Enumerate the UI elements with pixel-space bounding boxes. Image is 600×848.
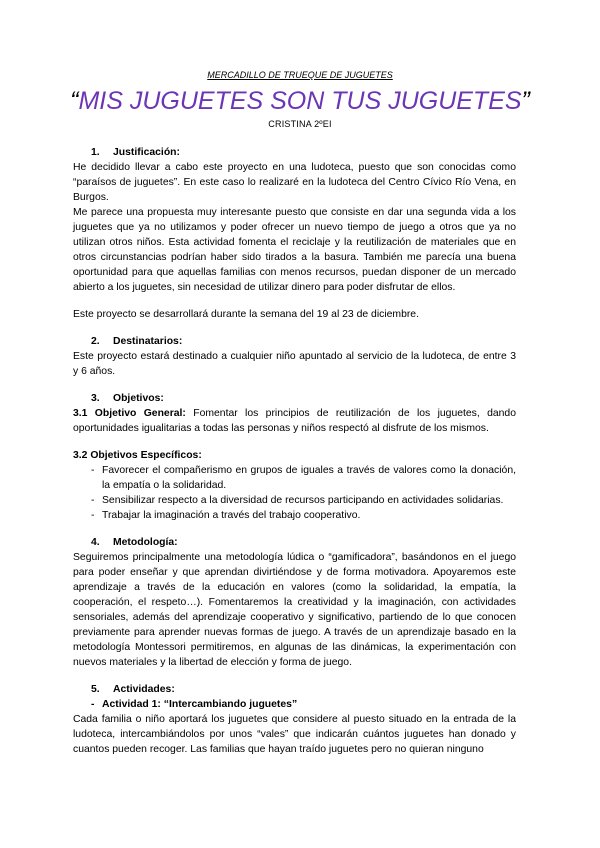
paragraph: Cada familia o niño aportará los juguetes que considere al puesto situado en la entrada de la ludoteca, intercambiándolos por unos “vales” que indicarán cuántos juguetes han donado y cuantos pueden recoger. Las familias que hayan traído juguetes pero no quieran ninguno	[73, 714, 516, 755]
section-heading-metodologia: 4. Metodología:	[91, 537, 178, 548]
paragraph: Seguiremos principalmente una metodología lúdica o “gamificadora”, basándonos en el juego para poder enseñar y que aprendan divirtiéndose y de forma motivadora. Apoyaremos este aprendizaje a través de la educación en valores (como la solidaridad, la empatía, la cooperación, el respeto…). Fomentaremos la creatividad y la imaginación, con actividades sensoriales, además del aprendizaje cooperativo y significativo, partiendo de lo que conocen previamente para aprender nuevas formas de juego. A través de un aprendizaje basado en la metodología Montessori permitiremos, en algunas de las dinámicas, la experimentación con nuevos materiales y la libertad de elección y forma de juego.	[73, 552, 516, 668]
list-item: - Sensibilizar respecto a la diversidad de recursos participando en actividades solidarias.	[91, 495, 504, 506]
title-quote-open: “	[70, 87, 79, 115]
paragraph: Este proyecto se desarrollará durante la semana del 19 al 23 de diciembre.	[73, 309, 419, 320]
paragraph: Este proyecto estará destinado a cualquier niño apuntado al servicio de la ludoteca, de entre 3 y 6 años.	[73, 351, 516, 377]
section-heading-justificacion: 1. Justificación:	[91, 147, 180, 158]
document-author: CRISTINA 2ºEI	[268, 119, 332, 129]
paragraph: He decidido llevar a cabo este proyecto en una ludoteca, puesto que son conocidas como “paraísos de juguetes”. En este caso lo realizaré en la ludoteca del Centro Cívico Río Vena, en Burgos.	[73, 162, 516, 203]
subheading-objetivos-especificos: 3.2 Objetivos Específicos:	[73, 450, 202, 461]
paragraph: Me parece una propuesta muy interesante puesto que consiste en dar una segunda vida a los juguetes que ya no utilizamos y poder ofrecer un nuevo tiempo de juego a otros que ya no utilizan otros niños. Esta actividad fomenta el reciclaje y la reutilización de materiales que en otros circunstancias podrían haber sido tirados a la basura. También me parecía una buena oportunidad para que aquellas familias con menos recursos, puedan disponer de un mercado abierto a los juguetes, sin necesidad de utilizar dinero para poder disfrutar de ellos.	[73, 207, 516, 293]
list-item: - Trabajar la imaginación a través del trabajo cooperativo.	[91, 510, 361, 521]
activity-title: - Actividad 1: “Intercambiando juguetes”	[91, 699, 298, 710]
title-text: MIS JUGUETES SON TUS JUGUETES	[78, 87, 522, 115]
title-quote-close: ”	[521, 87, 530, 115]
document-subtitle: MERCADILLO DE TRUEQUE DE JUGUETES	[207, 70, 393, 80]
document-body	[73, 145, 516, 757]
paragraph-objetivo-general: 3.1 Objetivo General: Fomentar los principios de reutilización de los juguetes, dando oportunidades igualitarias a todas las personas y niños respectó al disfrute de los mismos.	[73, 408, 516, 434]
document-title	[0, 84, 600, 118]
section-heading-objetivos: 3. Objetivos:	[91, 393, 164, 404]
list-item: - Favorecer el compañerismo en grupos de iguales a través de valores como la donación, la empatía o la solidaridad.	[91, 465, 516, 491]
section-heading-actividades: 5. Actividades:	[91, 684, 175, 695]
section-heading-destinatarios: 2. Destinatarios:	[91, 336, 183, 347]
